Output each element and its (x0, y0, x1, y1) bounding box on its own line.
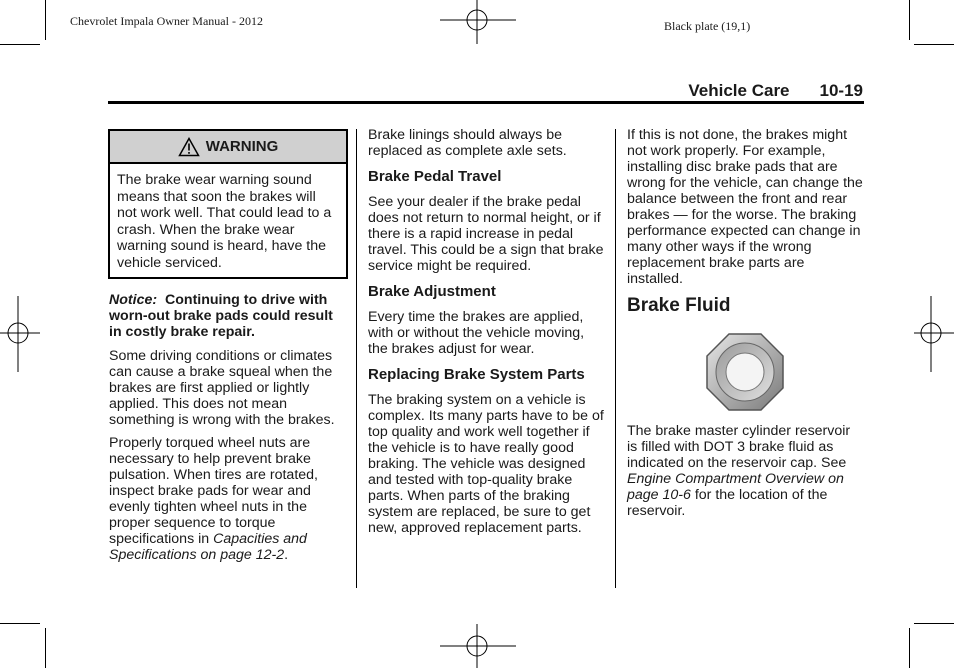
notice-label: Notice: (109, 292, 158, 308)
plate-label: Black plate (19,1) (664, 19, 751, 33)
brake-fluid-end: for the location of the reservoir. (627, 487, 828, 519)
crop-mark (914, 44, 954, 45)
registration-mark-bottom (440, 624, 516, 668)
heading-brake-adjustment: Brake Adjustment (368, 283, 496, 300)
heading-brake-pedal-travel: Brake Pedal Travel (368, 168, 502, 185)
notice-text: Continuing to drive with worn-out brake pads could result in costly brake repair. (109, 292, 333, 340)
header-rule (108, 101, 864, 104)
manual-title: Chevrolet Impala Owner Manual - 2012 (70, 14, 263, 28)
registration-mark-right (914, 296, 954, 372)
wheel-nuts-text: Properly torqued wheel nuts are necessary to help prevent brake pulsation. When tires are rotated, inspect brake pads for wear and evenly tighten wheel nuts in the proper sequence to torque specifications in (109, 435, 318, 547)
warning-header (110, 131, 346, 164)
wheel-nuts-paragraph (109, 435, 347, 563)
brake-fluid-text: The brake master cylinder reservoir is filled with DOT 3 brake fluid as indicated on the reservoir cap. See (627, 423, 851, 471)
registration-mark-left (0, 296, 40, 372)
engine-compartment-link[interactable]: Engine Compartment Overview on page 10-6 (627, 471, 844, 503)
notice-paragraph (109, 292, 347, 340)
crop-mark (0, 623, 40, 624)
warning-label: WARNING (205, 138, 279, 155)
heading-brake-fluid: Brake Fluid (627, 295, 731, 316)
pedal-travel-paragraph: See your dealer if the brake pedal does not return to normal height, or if there is a rapid increase in pedal travel. This could be a sign that brake service might be required. (368, 194, 604, 274)
crop-mark (909, 628, 910, 668)
column-3-body (627, 127, 863, 526)
column-1-body (109, 292, 347, 570)
crop-mark (914, 623, 954, 624)
column-divider (615, 129, 616, 588)
crop-mark (45, 0, 46, 40)
brake-fluid-paragraph (627, 423, 863, 519)
crop-mark (0, 44, 40, 45)
warning-text: The brake wear warning sound means that soon the brakes will not work well. That could lead to a crash. When the brake wear warning sound is heard, have the vehicle serviced. (117, 172, 332, 271)
brake-squeal-paragraph: Some driving conditions or climates can cause a brake squeal when the brakes are first applied or lightly applied. This does not mean something is wrong with the brakes. (109, 348, 335, 428)
wheel-nuts-end: . (284, 547, 289, 563)
warning-box (108, 129, 348, 279)
column-divider (356, 129, 357, 588)
brake-fluid-cap-icon (705, 332, 785, 412)
replacement-warning-paragraph: If this is not done, the brakes might not work properly. For example, installing disc brake pads that are wrong for the vehicle, can change the balance between the front and rear brakes — for the worse. The braking performance expected can change in many other ways if the wrong replacement brake parts are installed. (627, 127, 863, 287)
heading-replacing-parts: Replacing Brake System Parts (368, 366, 585, 383)
column-2-body (368, 127, 606, 543)
warning-triangle-icon (178, 137, 200, 157)
crop-mark (909, 0, 910, 40)
crop-mark (45, 628, 46, 668)
adjustment-paragraph: Every time the brakes are applied, with or without the vehicle moving, the brakes adjust for wear. (368, 309, 585, 357)
brake-fluid-cap-figure (627, 327, 863, 415)
section-title: Vehicle Care (688, 81, 790, 100)
registration-mark-top (440, 0, 516, 44)
brake-linings-paragraph: Brake linings should always be replaced as complete axle sets. (368, 127, 567, 159)
capacities-link[interactable]: Capacities and Specifications on page 12-2 (109, 531, 307, 563)
replacing-parts-paragraph: The braking system on a vehicle is complex. Its many parts have to be of top quality and work well together if the vehicle is to have really good braking. The vehicle was designed and tested with top-quality brake parts. When parts of the braking system are replaced, be sure to get new, approved replacement parts. (368, 392, 604, 536)
running-head (600, 81, 863, 101)
page-number: 10-19 (819, 81, 863, 100)
